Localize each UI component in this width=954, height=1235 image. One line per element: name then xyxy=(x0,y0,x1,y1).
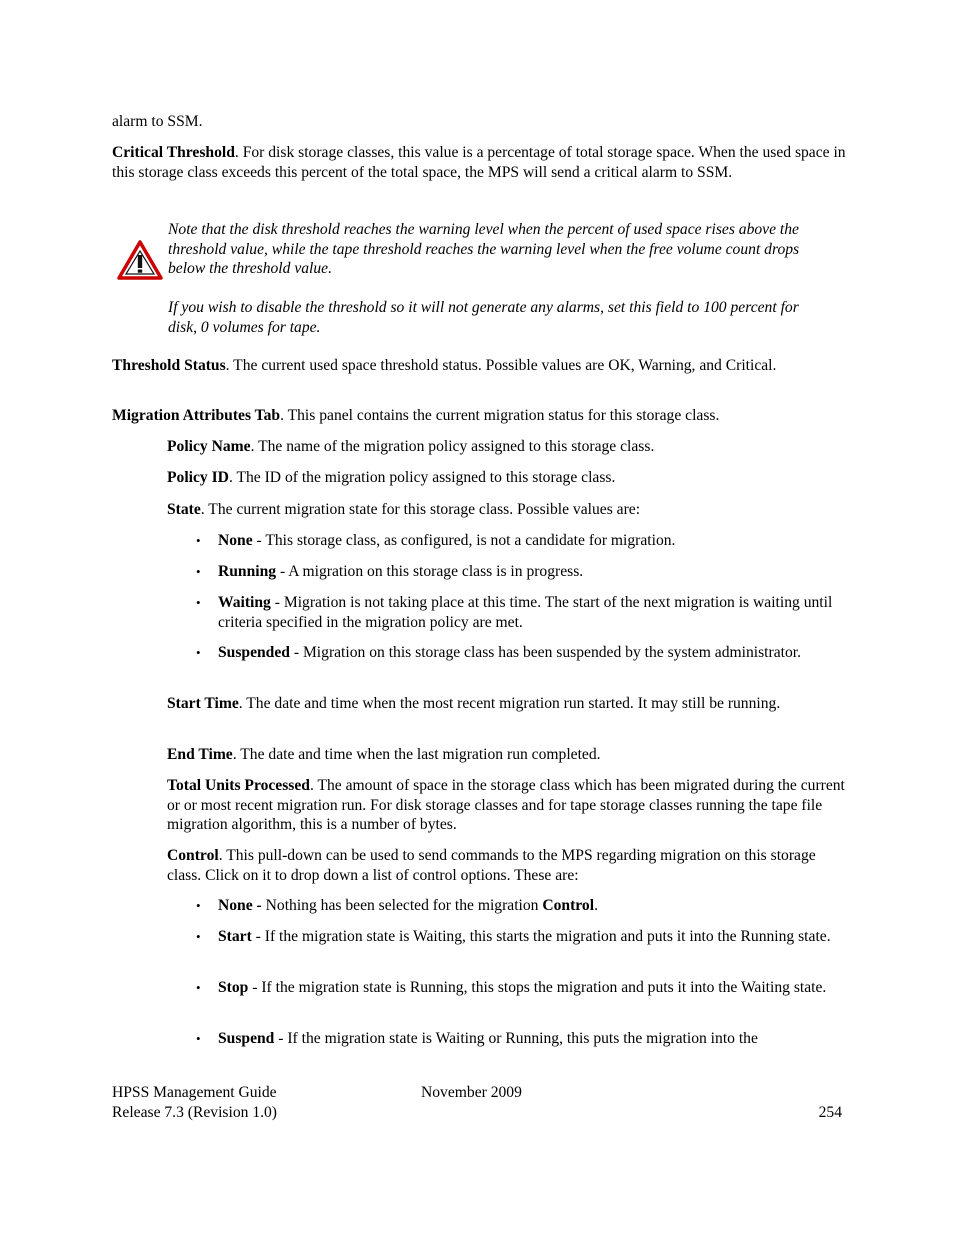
bullet-control-start: • xyxy=(196,929,201,944)
term-control: Control xyxy=(167,847,219,864)
policy-id-paragraph xyxy=(167,468,847,488)
critical-threshold-text: . For disk storage classes, this value is a percentage of total storage space. When the used space in this storage class exceeds this percent of the total space, the MPS will send a critical alarm to SSM. xyxy=(112,144,846,181)
control-item-term: Stop xyxy=(218,979,249,996)
state-paragraph xyxy=(167,500,847,520)
state-item-suspended xyxy=(218,643,843,663)
threshold-status-paragraph xyxy=(112,356,847,376)
intro-text: alarm to SSM. xyxy=(112,113,203,130)
control-paragraph xyxy=(167,846,847,885)
control-item-tail: . xyxy=(594,897,598,914)
control-item-stop xyxy=(218,978,843,998)
footer-page-number: 254 xyxy=(818,1104,842,1121)
control-item-text: - If the migration state is Waiting, this starts the migration and puts it into the Running state. xyxy=(251,928,831,945)
term-policy-id: Policy ID xyxy=(167,469,229,486)
state-item-term: None xyxy=(218,532,253,549)
state-item-text: - Migration is not taking place at this time. The start of the next migration is waiting until criteria specified in the migration policy are met. xyxy=(218,594,833,631)
policy-id-text: . The ID of the migration policy assigned to this storage class. xyxy=(228,469,616,486)
migration-attributes-tab-paragraph xyxy=(112,406,847,426)
state-item-term: Waiting xyxy=(218,594,271,611)
footer-date: November 2009 xyxy=(421,1084,522,1101)
bullet-state-suspended: • xyxy=(196,645,201,660)
critical-threshold-paragraph xyxy=(112,143,847,182)
control-item-term: Start xyxy=(218,928,252,945)
state-item-term: Running xyxy=(218,563,277,580)
total-units-text: . The amount of space in the storage class which has been migrated during the current or or most recent migration run. For disk storage classes and for tape storage classes running the tape file migration algorithm, this is a number of bytes. xyxy=(167,777,845,834)
control-item-none xyxy=(218,896,843,916)
state-item-term: Suspended xyxy=(218,644,290,661)
start-time-text: . The date and time when the most recent migration run started. It may still be running. xyxy=(238,695,781,712)
bullet-state-waiting: • xyxy=(196,595,201,610)
state-text: . The current migration state for this storage class. Possible values are: xyxy=(200,501,641,518)
footer-title: HPSS Management Guide xyxy=(112,1084,277,1101)
bullet-control-none: • xyxy=(196,898,201,913)
control-item-suspend xyxy=(218,1029,843,1049)
start-time-paragraph xyxy=(167,694,847,714)
bullet-state-none: • xyxy=(196,533,201,548)
bullet-state-running: • xyxy=(196,564,201,579)
control-item-text: - If the migration state is Running, this stops the migration and puts it into the Waiting state. xyxy=(248,979,827,996)
policy-name-paragraph xyxy=(167,437,847,457)
state-item-text: - Migration on this storage class has been suspended by the system administrator. xyxy=(289,644,801,661)
control-item-term: Control xyxy=(542,897,595,914)
term-state: State xyxy=(167,501,201,518)
bullet-control-stop: • xyxy=(196,980,201,995)
control-item-start xyxy=(218,927,843,947)
state-item-text: - A migration on this storage class is in progress. xyxy=(276,563,584,580)
term-total-units-processed: Total Units Processed xyxy=(167,777,310,794)
control-item-term: None - xyxy=(218,897,262,914)
term-policy-name: Policy Name xyxy=(167,438,251,455)
state-item-text: - This storage class, as configured, is not a candidate for migration. xyxy=(252,532,676,549)
control-item-text: - If the migration state is Waiting or Running, this puts the migration into the xyxy=(274,1030,758,1047)
term-migration-attributes-tab: Migration Attributes Tab xyxy=(112,407,281,424)
policy-name-text: . The name of the migration policy assigned to this storage class. xyxy=(250,438,655,455)
migration-attributes-tab-text: . This panel contains the current migration status for this storage class. xyxy=(280,407,720,424)
control-item-term: Suspend xyxy=(218,1030,275,1047)
bullet-control-suspend: • xyxy=(196,1031,201,1046)
term-threshold-status: Threshold Status xyxy=(112,357,226,374)
state-item-running xyxy=(218,562,843,582)
term-end-time: End Time xyxy=(167,746,233,763)
state-item-waiting xyxy=(218,593,843,632)
end-time-text: . The date and time when the last migration run completed. xyxy=(232,746,601,763)
footer-release: Release 7.3 (Revision 1.0) xyxy=(112,1104,277,1121)
end-time-paragraph xyxy=(167,745,847,765)
term-start-time: Start Time xyxy=(167,695,239,712)
warning-triangle-icon xyxy=(117,240,163,280)
control-item-text: Nothing has been selected for the migration xyxy=(261,897,543,914)
note-paragraph-2: If you wish to disable the threshold so it will not generate any alarms, set this field to 100 percent for disk, 0 volumes for tape. xyxy=(168,299,799,336)
note-paragraph-1: Note that the disk threshold reaches the warning level when the percent of used space rises above the threshold value, while the tape threshold reaches the warning level when the free volume count drops below the threshold value. xyxy=(168,221,800,278)
control-text: . This pull-down can be used to send commands to the MPS regarding migration on this storage class. Click on it to drop down a list of control options. These are: xyxy=(167,847,816,884)
state-item-none xyxy=(218,531,843,551)
term-critical-threshold: Critical Threshold xyxy=(112,144,235,161)
total-units-paragraph xyxy=(167,776,847,835)
threshold-status-text: . The current used space threshold status. Possible values are OK, Warning, and Critical. xyxy=(225,357,777,374)
